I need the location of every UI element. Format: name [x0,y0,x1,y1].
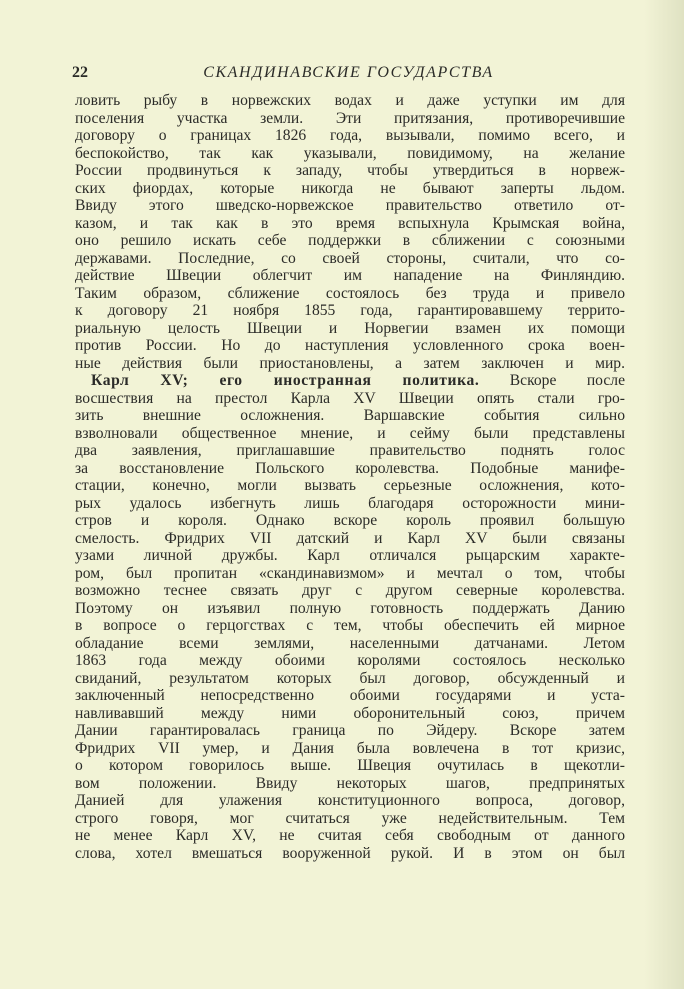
text-line: навливавший между ними оборонительный союз, причем [75,704,625,722]
text-line: Поэтому он изъявил полную готовность поддержать Данию [75,599,625,617]
text-line: рых удалось избегнуть лишь благодаря осторожности мини- [75,494,625,512]
text-line: слова, хотел вмешаться вооруженной рукой. И в этом он был [75,844,625,862]
text-line: Фридрих VII умер, и Дания была вовлечена в тот кризис, [75,739,625,757]
text-line: взволновали общественное мнение, и сейму были представлены [75,424,625,442]
running-title: СКАНДИНАВСКИЕ ГОСУДАРСТВА [203,64,494,81]
page-header [72,64,625,86]
text-line: возможно теснее связать друг с другом северные королевства. [75,582,625,599]
text-line: державами. Последние, со своей стороны, считали, что со- [75,249,625,267]
text-line: вом положении. Ввиду некоторых шагов, предпринятых [75,774,625,792]
text-line: оно решило искать себе поддержки в сближении с союзными [75,232,625,249]
text-line: Ввиду этого шведско-норвежское правительство ответило от- [75,197,625,214]
text-line: Дании гарантировалась граница по Эйдеру. Вскоре затем [75,722,625,739]
text-line: за восстановление Польского королевства. Подобные манифе- [75,459,625,477]
text-line: казом, и так как в это время вспыхнула Крымская война, [75,214,625,232]
text-line: восшествия на престол Карла XV Швеции опять стали гро- [75,389,625,407]
text-line: зить внешние осложнения. Варшавские события сильно [75,407,625,424]
text-line: о котором говорилось выше. Швеция очутилась в щекотли- [75,757,625,774]
page-edge-shadow [644,0,684,989]
text-line: обладание всеми землями, населенными датчанами. Летом [75,634,625,652]
text-line: стации, конечно, могли вызвать серьезные осложнения, кото- [75,477,625,494]
text-line: стров и короля. Однако вскоре король проявил большую [75,512,625,529]
text-line: ских фиордах, которые никогда не бывают заперты льдом. [75,179,625,197]
text-line: смелость. Фридрих VII датский и Карл XV были связаны [75,529,625,547]
text-line-rest: Вскоре после [509,372,625,389]
text-line: договору о границах 1826 года, вызывали, помимо всего, и [75,127,625,144]
text-line: России продвинуться к западу, чтобы утвердиться в норвеж- [75,162,625,179]
text-line: 1863 года между обоими королями состоялось несколько [75,652,625,669]
text-line: не менее Карл XV, не считая себя свободным от данного [75,827,625,844]
text-line: против России. Но до наступления условленного срока воен- [75,337,625,354]
text-line: свиданий, результатом которых был договор, обсужденный и [75,669,625,687]
text-line: в вопросе о герцогствах с тем, чтобы обеспечить ей мирное [75,617,625,634]
text-line: Таким образом, сближение состоялось без труда и привело [75,284,625,302]
text-line: ловить рыбу в норвежских водах и даже уступки им для [75,92,625,109]
text-line: строго говоря, мог считаться уже недействительным. Тем [75,809,625,827]
page-number: 22 [72,64,88,81]
text-line: узами личной дружбы. Карл отличался рыцарским характе- [75,547,625,564]
text-line [75,372,625,390]
text-line: к договору 21 ноября 1855 года, гарантировавшему террито- [75,302,625,319]
text-line: ром, был пропитан «скандинавизмом» и мечтал о том, чтобы [75,564,625,582]
body-text [75,92,625,862]
text-line: заключенный непосредственно обоими государями и уста- [75,687,625,704]
text-line: поселения участка земли. Эти притязания, противоречившие [75,109,625,127]
text-line: два заявления, приглашавшие правительство поднять голос [75,442,625,459]
text-line: Данией для улажения конституционного вопроса, договор, [75,792,625,809]
text-line: ные действия были приостановлены, а затем заключен и мир. [75,354,625,372]
text-line: действие Швеции облегчит им нападение на Финляндию. [75,267,625,284]
section-heading: Карл XV; его иностранная политика. [91,372,480,389]
text-line: риальную целость Швеции и Норвегии взамен их помощи [75,319,625,337]
text-line: беспокойство, так как указывали, повидимому, на желание [75,144,625,162]
